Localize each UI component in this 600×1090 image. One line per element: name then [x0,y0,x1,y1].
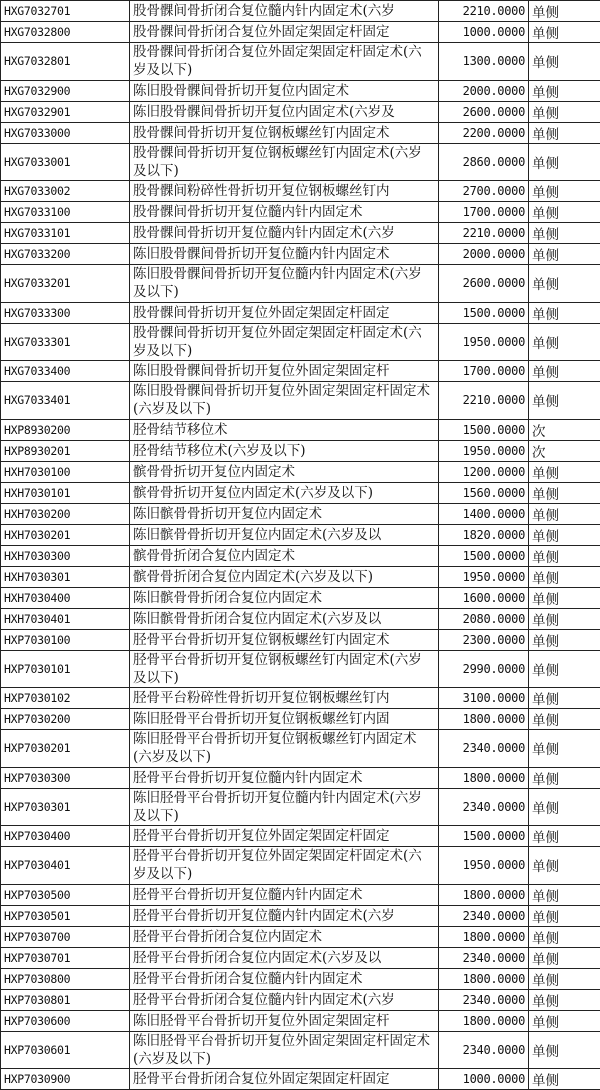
procedure-name-cell: 股骨髁间粉碎性骨折切开复位钢板螺丝钉内 [130,181,439,202]
table-row [1,1,600,22]
table-row [1,730,600,768]
procedure-name-cell: 胫骨平台骨折切开复位钢板螺丝钉内固定术(六岁及以下) [130,650,439,688]
price-cell: 2000.0000 [439,80,529,101]
procedure-code-cell: HXP7030301 [1,788,130,826]
price-cell: 2200.0000 [439,122,529,143]
unit-cell: 单侧 [529,847,600,885]
procedure-name-cell: 胫骨平台骨折闭合复位髓内针内固定术(六岁 [130,989,439,1010]
price-cell: 2600.0000 [439,101,529,122]
procedure-code-cell: HXH7030101 [1,482,130,503]
procedure-code-cell: HXH7030201 [1,524,130,545]
table-row [1,629,600,650]
procedure-code-cell: HXH7030300 [1,545,130,566]
table-row [1,650,600,688]
price-cell: 1500.0000 [439,419,529,440]
unit-cell: 单侧 [529,709,600,730]
price-cell: 1000.0000 [439,1069,529,1090]
price-cell: 1800.0000 [439,926,529,947]
procedure-name-cell: 股骨髁间骨折切开复位外固定架固定杆固定 [130,302,439,323]
price-cell: 2990.0000 [439,650,529,688]
procedure-code-cell: HXG7033101 [1,223,130,244]
procedure-name-cell: 陈旧胫骨平台骨折切开复位钢板螺丝钉内固定术(六岁及以下) [130,730,439,768]
price-cell: 1800.0000 [439,767,529,788]
procedure-name-cell: 股骨髁间骨折闭合复位外固定架固定杆固定术(六岁及以下) [130,43,439,81]
procedure-code-cell: HXP7030700 [1,926,130,947]
procedure-code-cell: HXG7033401 [1,382,130,420]
procedure-code-cell: HXG7032900 [1,80,130,101]
unit-cell: 单侧 [529,730,600,768]
procedure-code-cell: HXG7032800 [1,22,130,43]
unit-cell: 单侧 [529,382,600,420]
procedure-code-cell: HXP7030701 [1,947,130,968]
procedure-code-cell: HXP7030801 [1,989,130,1010]
unit-cell: 单侧 [529,461,600,482]
unit-cell: 单侧 [529,1069,600,1090]
unit-cell: 单侧 [529,826,600,847]
procedure-name-cell: 胫骨平台骨折切开复位髓内针内固定术(六岁 [130,905,439,926]
price-cell: 2300.0000 [439,629,529,650]
unit-cell: 单侧 [529,608,600,629]
price-cell: 1560.0000 [439,482,529,503]
table-row [1,43,600,81]
unit-cell: 单侧 [529,587,600,608]
price-cell: 1500.0000 [439,302,529,323]
table-row [1,323,600,361]
unit-cell: 单侧 [529,989,600,1010]
table-row [1,709,600,730]
price-cell: 2000.0000 [439,244,529,265]
procedure-code-cell: HXP7030800 [1,968,130,989]
table-row [1,587,600,608]
table-row [1,608,600,629]
price-cell: 1800.0000 [439,968,529,989]
procedure-code-cell: HXP7030200 [1,709,130,730]
price-cell: 1950.0000 [439,440,529,461]
fee-table-body [1,1,600,1090]
table-row [1,181,600,202]
price-cell: 2600.0000 [439,265,529,303]
unit-cell: 单侧 [529,323,600,361]
procedure-code-cell: HXH7030400 [1,587,130,608]
table-row [1,788,600,826]
procedure-name-cell: 陈旧髌骨骨折闭合复位内固定术(六岁及以 [130,608,439,629]
procedure-name-cell: 陈旧股骨髁间骨折切开复位外固定架固定杆固定术(六岁及以下) [130,382,439,420]
table-row [1,382,600,420]
table-row [1,101,600,122]
unit-cell: 单侧 [529,143,600,181]
procedure-code-cell: HXP7030101 [1,650,130,688]
procedure-code-cell: HXG7033100 [1,202,130,223]
price-cell: 1700.0000 [439,202,529,223]
procedure-code-cell: HXP7030501 [1,905,130,926]
price-cell: 1950.0000 [439,847,529,885]
procedure-code-cell: HXP8930200 [1,419,130,440]
price-cell: 2860.0000 [439,143,529,181]
procedure-code-cell: HXH7030200 [1,503,130,524]
table-row [1,265,600,303]
unit-cell: 单侧 [529,1,600,22]
price-cell: 1800.0000 [439,884,529,905]
table-row [1,1031,600,1069]
table-row [1,905,600,926]
table-row [1,767,600,788]
procedure-code-cell: HXP7030401 [1,847,130,885]
procedure-code-cell: HXG7033201 [1,265,130,303]
table-row [1,202,600,223]
unit-cell: 单侧 [529,884,600,905]
table-row [1,122,600,143]
unit-cell: 单侧 [529,101,600,122]
table-row [1,1010,600,1031]
price-cell: 2700.0000 [439,181,529,202]
procedure-name-cell: 股骨髁间骨折切开复位髓内针内固定术(六岁 [130,223,439,244]
procedure-name-cell: 陈旧胫骨平台骨折切开复位外固定架固定杆 [130,1010,439,1031]
procedure-code-cell: HXP7030102 [1,688,130,709]
table-row [1,545,600,566]
procedure-name-cell: 胫骨结节移位术 [130,419,439,440]
table-row [1,566,600,587]
unit-cell: 单侧 [529,926,600,947]
procedure-name-cell: 陈旧髌骨骨折切开复位内固定术(六岁及以 [130,524,439,545]
procedure-name-cell: 胫骨平台骨折切开复位钢板螺丝钉内固定术 [130,629,439,650]
price-cell: 1700.0000 [439,361,529,382]
procedure-name-cell: 陈旧股骨髁间骨折切开复位髓内针内固定术(六岁及以下) [130,265,439,303]
procedure-name-cell: 股骨髁间骨折切开复位钢板螺丝钉内固定术 [130,122,439,143]
procedure-code-cell: HXP7030400 [1,826,130,847]
procedure-code-cell: HXG7033002 [1,181,130,202]
table-row [1,926,600,947]
table-row [1,968,600,989]
procedure-name-cell: 股骨髁间骨折闭合复位髓内针内固定术(六岁 [130,1,439,22]
procedure-name-cell: 髌骨骨折切开复位内固定术(六岁及以下) [130,482,439,503]
price-cell: 1950.0000 [439,566,529,587]
table-row [1,419,600,440]
procedure-name-cell: 陈旧胫骨平台骨折切开复位髓内针内固定术(六岁及以下) [130,788,439,826]
price-cell: 2340.0000 [439,947,529,968]
procedure-name-cell: 股骨髁间骨折闭合复位外固定架固定杆固定 [130,22,439,43]
table-row [1,1069,600,1090]
table-row [1,80,600,101]
procedure-code-cell: HXH7030100 [1,461,130,482]
price-cell: 1400.0000 [439,503,529,524]
price-cell: 1800.0000 [439,1010,529,1031]
procedure-name-cell: 胫骨平台骨折切开复位髓内针内固定术 [130,884,439,905]
procedure-name-cell: 胫骨平台骨折闭合复位外固定架固定杆固定 [130,1069,439,1090]
table-row [1,143,600,181]
procedure-code-cell: HXG7033000 [1,122,130,143]
table-row [1,22,600,43]
price-cell: 1950.0000 [439,323,529,361]
price-cell: 2210.0000 [439,382,529,420]
table-row [1,503,600,524]
procedure-name-cell: 陈旧股骨髁间骨折切开复位内固定术 [130,80,439,101]
price-cell: 2210.0000 [439,223,529,244]
table-row [1,826,600,847]
price-cell: 1800.0000 [439,709,529,730]
table-row [1,302,600,323]
procedure-name-cell: 胫骨平台骨折切开复位外固定架固定杆固定 [130,826,439,847]
procedure-name-cell: 胫骨平台骨折切开复位髓内针内固定术 [130,767,439,788]
procedure-code-cell: HXG7032801 [1,43,130,81]
price-cell: 1200.0000 [439,461,529,482]
procedure-name-cell: 胫骨平台骨折切开复位外固定架固定杆固定术(六岁及以下) [130,847,439,885]
price-cell: 2210.0000 [439,1,529,22]
procedure-code-cell: HXP7030100 [1,629,130,650]
procedure-name-cell: 股骨髁间骨折切开复位外固定架固定杆固定术(六岁及以下) [130,323,439,361]
price-cell: 2340.0000 [439,788,529,826]
procedure-code-cell: HXP7030601 [1,1031,130,1069]
procedure-code-cell: HXG7033301 [1,323,130,361]
procedure-name-cell: 陈旧股骨髁间骨折切开复位髓内针内固定术 [130,244,439,265]
price-cell: 2340.0000 [439,989,529,1010]
procedure-name-cell: 陈旧股骨髁间骨折切开复位内固定术(六岁及 [130,101,439,122]
procedure-code-cell: HXG7033200 [1,244,130,265]
procedure-code-cell: HXG7032901 [1,101,130,122]
unit-cell: 单侧 [529,122,600,143]
procedure-code-cell: HXG7033001 [1,143,130,181]
procedure-code-cell: HXP7030300 [1,767,130,788]
procedure-name-cell: 髌骨骨折切开复位内固定术 [130,461,439,482]
unit-cell: 单侧 [529,688,600,709]
unit-cell: 单侧 [529,905,600,926]
unit-cell: 单侧 [529,482,600,503]
unit-cell: 单侧 [529,767,600,788]
procedure-name-cell: 陈旧胫骨平台骨折切开复位外固定架固定杆固定术(六岁及以下) [130,1031,439,1069]
price-cell: 3100.0000 [439,688,529,709]
procedure-name-cell: 陈旧股骨髁间骨折切开复位外固定架固定杆 [130,361,439,382]
procedure-code-cell: HXP7030500 [1,884,130,905]
unit-cell: 单侧 [529,545,600,566]
procedure-code-cell: HXG7033400 [1,361,130,382]
table-row [1,884,600,905]
unit-cell: 单侧 [529,947,600,968]
unit-cell: 单侧 [529,265,600,303]
unit-cell: 单侧 [529,43,600,81]
unit-cell: 次 [529,419,600,440]
procedure-code-cell: HXP7030201 [1,730,130,768]
unit-cell: 单侧 [529,22,600,43]
price-cell: 1000.0000 [439,22,529,43]
procedure-code-cell: HXP8930201 [1,440,130,461]
unit-cell: 单侧 [529,524,600,545]
unit-cell: 单侧 [529,223,600,244]
unit-cell: 次 [529,440,600,461]
unit-cell: 单侧 [529,202,600,223]
unit-cell: 单侧 [529,1031,600,1069]
procedure-code-cell: HXG7032701 [1,1,130,22]
table-row [1,244,600,265]
procedure-name-cell: 股骨髁间骨折切开复位钢板螺丝钉内固定术(六岁及以下) [130,143,439,181]
procedure-name-cell: 陈旧胫骨平台骨折切开复位钢板螺丝钉内固 [130,709,439,730]
procedure-name-cell: 胫骨平台骨折闭合复位内固定术 [130,926,439,947]
price-cell: 1300.0000 [439,43,529,81]
table-row [1,461,600,482]
procedure-name-cell: 胫骨平台骨折闭合复位髓内针内固定术 [130,968,439,989]
unit-cell: 单侧 [529,503,600,524]
table-row [1,482,600,503]
procedure-code-cell: HXP7030600 [1,1010,130,1031]
procedure-name-cell: 髌骨骨折闭合复位内固定术(六岁及以下) [130,566,439,587]
price-cell: 1500.0000 [439,545,529,566]
procedure-name-cell: 陈旧髌骨骨折切开复位内固定术 [130,503,439,524]
price-cell: 2340.0000 [439,730,529,768]
unit-cell: 单侧 [529,302,600,323]
unit-cell: 单侧 [529,181,600,202]
table-row [1,361,600,382]
procedure-code-cell: HXH7030301 [1,566,130,587]
price-cell: 2340.0000 [439,905,529,926]
procedure-code-cell: HXG7033300 [1,302,130,323]
unit-cell: 单侧 [529,244,600,265]
unit-cell: 单侧 [529,650,600,688]
table-row [1,847,600,885]
procedure-name-cell: 髌骨骨折闭合复位内固定术 [130,545,439,566]
price-cell: 1820.0000 [439,524,529,545]
unit-cell: 单侧 [529,968,600,989]
procedure-name-cell: 胫骨平台粉碎性骨折切开复位钢板螺丝钉内 [130,688,439,709]
unit-cell: 单侧 [529,566,600,587]
procedure-name-cell: 胫骨结节移位术(六岁及以下) [130,440,439,461]
price-cell: 1500.0000 [439,826,529,847]
table-row [1,524,600,545]
procedure-name-cell: 陈旧髌骨骨折闭合复位内固定术 [130,587,439,608]
procedure-name-cell: 股骨髁间骨折切开复位髓内针内固定术 [130,202,439,223]
unit-cell: 单侧 [529,80,600,101]
table-row [1,688,600,709]
table-row [1,947,600,968]
procedure-name-cell: 胫骨平台骨折闭合复位内固定术(六岁及以 [130,947,439,968]
unit-cell: 单侧 [529,788,600,826]
table-row [1,989,600,1010]
unit-cell: 单侧 [529,629,600,650]
procedure-code-cell: HXP7030900 [1,1069,130,1090]
price-cell: 1600.0000 [439,587,529,608]
procedure-code-cell: HXH7030401 [1,608,130,629]
table-row [1,223,600,244]
unit-cell: 单侧 [529,1010,600,1031]
unit-cell: 单侧 [529,361,600,382]
price-cell: 2340.0000 [439,1031,529,1069]
price-cell: 2080.0000 [439,608,529,629]
table-row [1,440,600,461]
